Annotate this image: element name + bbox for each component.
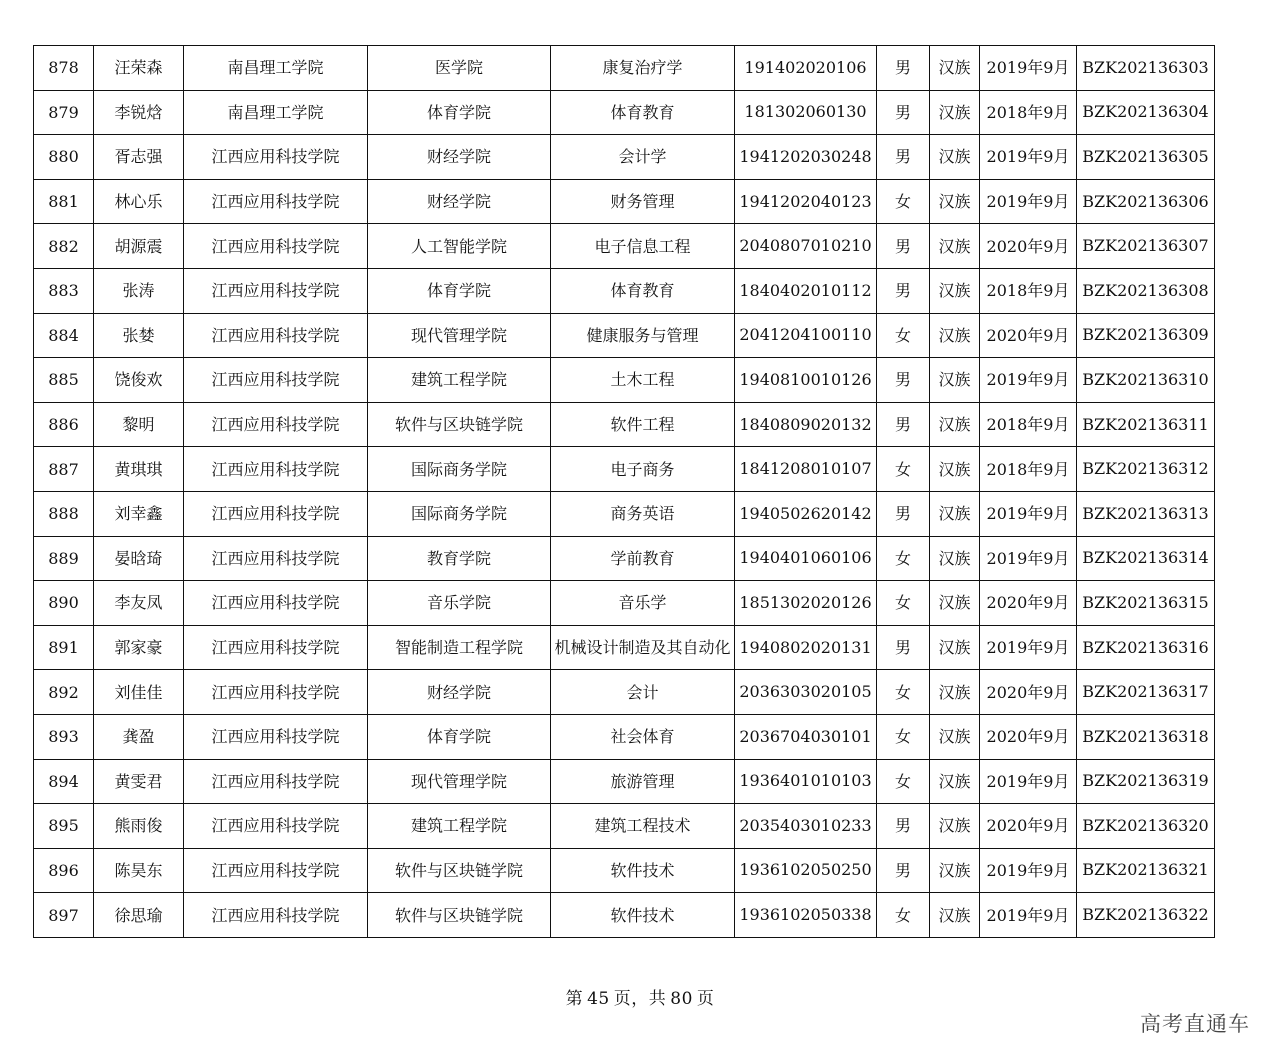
col-college: 医学院 — [368, 46, 551, 91]
col-major: 建筑工程技术 — [551, 804, 735, 849]
col-name: 饶俊欢 — [94, 358, 184, 403]
col-index: 885 — [34, 358, 94, 403]
col-index: 896 — [34, 848, 94, 893]
col-name: 张婪 — [94, 313, 184, 358]
col-student-id: 2041204100110 — [735, 313, 877, 358]
col-name: 刘佳佳 — [94, 670, 184, 715]
col-ethnicity: 汉族 — [930, 224, 980, 269]
col-cert-no: BZK202136320 — [1077, 804, 1215, 849]
col-cert-no: BZK202136313 — [1077, 491, 1215, 536]
col-cert-no: BZK202136303 — [1077, 46, 1215, 91]
col-college: 财经学院 — [368, 179, 551, 224]
col-student-id: 191402020106 — [735, 46, 877, 91]
col-gender: 女 — [877, 581, 930, 626]
col-gender: 女 — [877, 179, 930, 224]
col-student-id: 1936401010103 — [735, 759, 877, 804]
col-student-id: 1851302020126 — [735, 581, 877, 626]
col-major: 学前教育 — [551, 536, 735, 581]
col-name: 李友凤 — [94, 581, 184, 626]
col-enrollment: 2019年9月 — [980, 759, 1077, 804]
col-name: 黄琪琪 — [94, 447, 184, 492]
col-index: 878 — [34, 46, 94, 91]
col-school: 江西应用科技学院 — [184, 670, 368, 715]
col-index: 889 — [34, 536, 94, 581]
col-name: 张涛 — [94, 268, 184, 313]
page-number-footer — [0, 984, 1280, 1009]
col-enrollment: 2019年9月 — [980, 893, 1077, 938]
col-school: 江西应用科技学院 — [184, 491, 368, 536]
col-ethnicity: 汉族 — [930, 804, 980, 849]
col-index: 888 — [34, 491, 94, 536]
col-index: 891 — [34, 625, 94, 670]
col-name: 晏晗琦 — [94, 536, 184, 581]
student-roster-table — [33, 45, 1215, 938]
col-school: 江西应用科技学院 — [184, 759, 368, 804]
col-school: 江西应用科技学院 — [184, 313, 368, 358]
col-name: 胥志强 — [94, 135, 184, 180]
table-row — [34, 536, 1215, 581]
col-cert-no: BZK202136315 — [1077, 581, 1215, 626]
col-gender: 男 — [877, 402, 930, 447]
col-student-id: 1840402010112 — [735, 268, 877, 313]
col-index: 894 — [34, 759, 94, 804]
col-enrollment: 2019年9月 — [980, 848, 1077, 893]
footer-total: 80 — [670, 989, 693, 1009]
col-index: 882 — [34, 224, 94, 269]
col-gender: 男 — [877, 46, 930, 91]
col-college: 国际商务学院 — [368, 447, 551, 492]
table-row — [34, 893, 1215, 938]
col-school: 江西应用科技学院 — [184, 625, 368, 670]
col-gender: 女 — [877, 670, 930, 715]
col-cert-no: BZK202136310 — [1077, 358, 1215, 403]
col-school: 江西应用科技学院 — [184, 893, 368, 938]
col-college: 智能制造工程学院 — [368, 625, 551, 670]
col-index: 886 — [34, 402, 94, 447]
col-gender: 男 — [877, 268, 930, 313]
col-ethnicity: 汉族 — [930, 536, 980, 581]
col-ethnicity: 汉族 — [930, 268, 980, 313]
col-ethnicity: 汉族 — [930, 670, 980, 715]
col-index: 879 — [34, 90, 94, 135]
col-index: 884 — [34, 313, 94, 358]
col-name: 黄雯君 — [94, 759, 184, 804]
col-ethnicity: 汉族 — [930, 759, 980, 804]
col-gender: 男 — [877, 358, 930, 403]
col-major: 康复治疗学 — [551, 46, 735, 91]
col-college: 软件与区块链学院 — [368, 848, 551, 893]
col-enrollment: 2019年9月 — [980, 358, 1077, 403]
col-student-id: 1840809020132 — [735, 402, 877, 447]
col-enrollment: 2020年9月 — [980, 670, 1077, 715]
col-cert-no: BZK202136308 — [1077, 268, 1215, 313]
col-major: 财务管理 — [551, 179, 735, 224]
col-enrollment: 2019年9月 — [980, 491, 1077, 536]
col-ethnicity: 汉族 — [930, 491, 980, 536]
table-row — [34, 848, 1215, 893]
table-row — [34, 90, 1215, 135]
col-enrollment: 2020年9月 — [980, 581, 1077, 626]
col-college: 建筑工程学院 — [368, 358, 551, 403]
col-major: 音乐学 — [551, 581, 735, 626]
col-ethnicity: 汉族 — [930, 581, 980, 626]
col-gender: 男 — [877, 848, 930, 893]
col-cert-no: BZK202136304 — [1077, 90, 1215, 135]
col-ethnicity: 汉族 — [930, 46, 980, 91]
col-major: 土木工程 — [551, 358, 735, 403]
col-gender: 男 — [877, 90, 930, 135]
col-major: 商务英语 — [551, 491, 735, 536]
col-gender: 男 — [877, 625, 930, 670]
col-ethnicity: 汉族 — [930, 893, 980, 938]
col-major: 体育教育 — [551, 90, 735, 135]
table-row — [34, 402, 1215, 447]
footer-middle: 页，共 — [613, 989, 667, 1009]
col-enrollment: 2019年9月 — [980, 536, 1077, 581]
col-enrollment: 2020年9月 — [980, 804, 1077, 849]
col-college: 现代管理学院 — [368, 759, 551, 804]
footer-suffix: 页 — [696, 989, 715, 1009]
col-school: 江西应用科技学院 — [184, 179, 368, 224]
col-name: 徐思瑜 — [94, 893, 184, 938]
col-name: 陈昊东 — [94, 848, 184, 893]
col-name: 汪荣森 — [94, 46, 184, 91]
col-index: 895 — [34, 804, 94, 849]
col-college: 财经学院 — [368, 670, 551, 715]
table-row — [34, 224, 1215, 269]
col-college: 建筑工程学院 — [368, 804, 551, 849]
roster-body — [34, 46, 1215, 938]
col-name: 林心乐 — [94, 179, 184, 224]
col-gender: 女 — [877, 714, 930, 759]
col-name: 李锐焓 — [94, 90, 184, 135]
col-name: 黎明 — [94, 402, 184, 447]
table-row — [34, 447, 1215, 492]
col-college: 国际商务学院 — [368, 491, 551, 536]
col-school: 江西应用科技学院 — [184, 536, 368, 581]
col-student-id: 1940401060106 — [735, 536, 877, 581]
col-student-id: 181302060130 — [735, 90, 877, 135]
table-row — [34, 135, 1215, 180]
col-gender: 女 — [877, 447, 930, 492]
col-school: 江西应用科技学院 — [184, 268, 368, 313]
col-index: 881 — [34, 179, 94, 224]
col-cert-no: BZK202136307 — [1077, 224, 1215, 269]
col-enrollment: 2019年9月 — [980, 46, 1077, 91]
col-college: 财经学院 — [368, 135, 551, 180]
col-student-id: 2036303020105 — [735, 670, 877, 715]
table-row — [34, 358, 1215, 403]
col-school: 江西应用科技学院 — [184, 224, 368, 269]
col-enrollment: 2020年9月 — [980, 224, 1077, 269]
col-college: 现代管理学院 — [368, 313, 551, 358]
col-major: 软件技术 — [551, 848, 735, 893]
col-student-id: 1841208010107 — [735, 447, 877, 492]
col-gender: 男 — [877, 224, 930, 269]
col-cert-no: BZK202136316 — [1077, 625, 1215, 670]
col-student-id: 1941202040123 — [735, 179, 877, 224]
col-student-id: 2035403010233 — [735, 804, 877, 849]
col-school: 江西应用科技学院 — [184, 804, 368, 849]
col-ethnicity: 汉族 — [930, 625, 980, 670]
col-name: 刘幸鑫 — [94, 491, 184, 536]
col-cert-no: BZK202136306 — [1077, 179, 1215, 224]
col-index: 893 — [34, 714, 94, 759]
col-major: 软件工程 — [551, 402, 735, 447]
col-enrollment: 2018年9月 — [980, 447, 1077, 492]
col-major: 会计学 — [551, 135, 735, 180]
col-student-id: 2040807010210 — [735, 224, 877, 269]
col-cert-no: BZK202136318 — [1077, 714, 1215, 759]
col-name: 胡源震 — [94, 224, 184, 269]
col-gender: 女 — [877, 536, 930, 581]
col-cert-no: BZK202136312 — [1077, 447, 1215, 492]
col-ethnicity: 汉族 — [930, 135, 980, 180]
col-ethnicity: 汉族 — [930, 848, 980, 893]
col-cert-no: BZK202136322 — [1077, 893, 1215, 938]
table-row — [34, 804, 1215, 849]
table-row — [34, 491, 1215, 536]
col-name: 熊雨俊 — [94, 804, 184, 849]
col-index: 887 — [34, 447, 94, 492]
col-school: 南昌理工学院 — [184, 90, 368, 135]
col-major: 会计 — [551, 670, 735, 715]
col-enrollment: 2020年9月 — [980, 714, 1077, 759]
col-major: 体育教育 — [551, 268, 735, 313]
table-row — [34, 179, 1215, 224]
col-school: 江西应用科技学院 — [184, 848, 368, 893]
col-ethnicity: 汉族 — [930, 402, 980, 447]
col-index: 892 — [34, 670, 94, 715]
col-cert-no: BZK202136309 — [1077, 313, 1215, 358]
col-major: 社会体育 — [551, 714, 735, 759]
col-enrollment: 2018年9月 — [980, 402, 1077, 447]
col-gender: 女 — [877, 759, 930, 804]
watermark: 高考直通车 — [1140, 1012, 1250, 1036]
col-major: 机械设计制造及其自动化 — [551, 625, 735, 670]
table-row — [34, 46, 1215, 91]
col-college: 教育学院 — [368, 536, 551, 581]
col-ethnicity: 汉族 — [930, 714, 980, 759]
col-gender: 男 — [877, 804, 930, 849]
col-student-id: 2036704030101 — [735, 714, 877, 759]
col-college: 体育学院 — [368, 268, 551, 313]
col-ethnicity: 汉族 — [930, 358, 980, 403]
col-college: 音乐学院 — [368, 581, 551, 626]
table-row — [34, 625, 1215, 670]
col-gender: 女 — [877, 893, 930, 938]
table-row — [34, 759, 1215, 804]
col-school: 江西应用科技学院 — [184, 135, 368, 180]
col-enrollment: 2018年9月 — [980, 90, 1077, 135]
col-gender: 男 — [877, 491, 930, 536]
col-cert-no: BZK202136314 — [1077, 536, 1215, 581]
col-school: 江西应用科技学院 — [184, 714, 368, 759]
footer-page: 45 — [587, 989, 610, 1009]
col-ethnicity: 汉族 — [930, 179, 980, 224]
col-student-id: 1936102050338 — [735, 893, 877, 938]
col-college: 软件与区块链学院 — [368, 402, 551, 447]
table-row — [34, 581, 1215, 626]
col-name: 龚盈 — [94, 714, 184, 759]
col-major: 软件技术 — [551, 893, 735, 938]
footer-prefix: 第 — [565, 989, 584, 1009]
col-gender: 男 — [877, 135, 930, 180]
table-row — [34, 313, 1215, 358]
col-enrollment: 2019年9月 — [980, 179, 1077, 224]
col-enrollment: 2019年9月 — [980, 625, 1077, 670]
col-college: 人工智能学院 — [368, 224, 551, 269]
col-ethnicity: 汉族 — [930, 447, 980, 492]
table-row — [34, 268, 1215, 313]
col-index: 883 — [34, 268, 94, 313]
col-school: 江西应用科技学院 — [184, 447, 368, 492]
col-enrollment: 2019年9月 — [980, 135, 1077, 180]
col-ethnicity: 汉族 — [930, 313, 980, 358]
col-college: 体育学院 — [368, 90, 551, 135]
col-major: 健康服务与管理 — [551, 313, 735, 358]
col-index: 897 — [34, 893, 94, 938]
col-school: 江西应用科技学院 — [184, 581, 368, 626]
col-college: 软件与区块链学院 — [368, 893, 551, 938]
col-cert-no: BZK202136319 — [1077, 759, 1215, 804]
col-ethnicity: 汉族 — [930, 90, 980, 135]
col-student-id: 1940502620142 — [735, 491, 877, 536]
col-gender: 女 — [877, 313, 930, 358]
col-cert-no: BZK202136321 — [1077, 848, 1215, 893]
col-major: 旅游管理 — [551, 759, 735, 804]
col-student-id: 1936102050250 — [735, 848, 877, 893]
col-major: 电子商务 — [551, 447, 735, 492]
col-student-id: 1941202030248 — [735, 135, 877, 180]
col-cert-no: BZK202136305 — [1077, 135, 1215, 180]
col-cert-no: BZK202136317 — [1077, 670, 1215, 715]
col-major: 电子信息工程 — [551, 224, 735, 269]
col-enrollment: 2018年9月 — [980, 268, 1077, 313]
col-college: 体育学院 — [368, 714, 551, 759]
col-student-id: 1940810010126 — [735, 358, 877, 403]
col-student-id: 1940802020131 — [735, 625, 877, 670]
col-name: 郭家豪 — [94, 625, 184, 670]
col-enrollment: 2020年9月 — [980, 313, 1077, 358]
table-row — [34, 670, 1215, 715]
col-cert-no: BZK202136311 — [1077, 402, 1215, 447]
col-school: 江西应用科技学院 — [184, 402, 368, 447]
col-index: 880 — [34, 135, 94, 180]
col-school: 江西应用科技学院 — [184, 358, 368, 403]
col-school: 南昌理工学院 — [184, 46, 368, 91]
col-index: 890 — [34, 581, 94, 626]
table-row — [34, 714, 1215, 759]
